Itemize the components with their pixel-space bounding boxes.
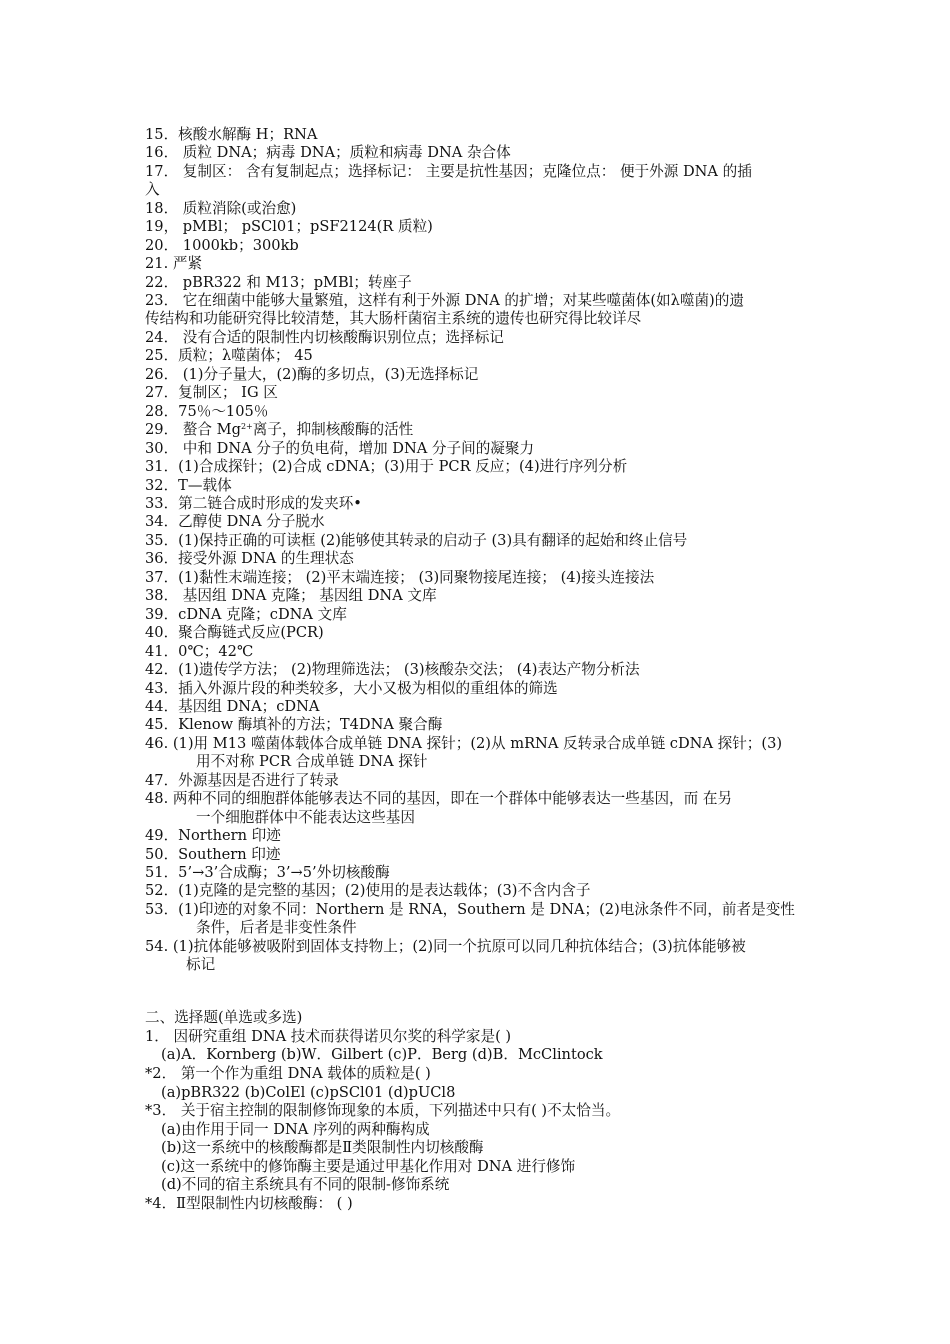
answer-item — [145, 421, 413, 439]
answer-item — [145, 772, 339, 790]
answer-text: (1)遗传学方法； (2)物理筛选法； (3)核酸杂交法； (4)表达产物分析法 — [178, 661, 640, 678]
answer-number: 22． — [145, 274, 179, 291]
answer-text: pMBl； pSCl01；pSF2124(R 质粒) — [178, 218, 433, 235]
question-3-option-a: (a)由作用于同一 DNA 序列的两种酶构成 — [161, 1121, 430, 1138]
answer-text: 插入外源片段的种类较多，大小又极为相似的重组体的筛选 — [178, 680, 558, 697]
answer-number: 45． — [145, 716, 179, 733]
answer-text: 中和 DNA 分子的负电荷，增加 DNA 分子间的凝聚力 — [178, 440, 535, 457]
answer-item — [145, 606, 347, 624]
answer-number: 49． — [145, 827, 179, 844]
answer-number: 19， — [145, 218, 179, 235]
answer-text: (1)克隆的是完整的基因；(2)使用的是表达载体；(3)不含内含子 — [178, 882, 591, 899]
answer-text: 两种不同的细胞群体能够表达不同的基因，即在一个群体中能够表达一些基因，而 在另 — [168, 790, 733, 807]
answer-item — [145, 569, 654, 587]
answer-number: 52． — [145, 882, 179, 899]
question-4: *4．Ⅱ型限制性内切核酸酶： ( ) — [145, 1195, 353, 1212]
answer-text: 75％～105％ — [178, 403, 269, 420]
answer-number: 29． — [145, 421, 179, 438]
answer-text: 质粒 DNA；病毒 DNA；质粒和病毒 DNA 杂合体 — [178, 144, 511, 161]
answer-text: T—载体 — [178, 477, 232, 494]
answer-number: 23． — [145, 292, 179, 309]
answer-item — [145, 716, 442, 734]
answer-text: 复制区； IG 区 — [178, 384, 278, 401]
answer-text: 严紧 — [168, 255, 203, 272]
answer-item — [145, 458, 627, 476]
answer-text: 聚合酶链式反应(PCR) — [178, 624, 324, 641]
answer-item — [145, 513, 325, 531]
question-3-option-b: (b)这一系统中的核酸酶都是Ⅱ类限制性内切核酸酶 — [161, 1139, 484, 1156]
answer-text-after: 离子，抑制核酸酶的活性 — [252, 421, 414, 438]
answer-number: 37． — [145, 569, 179, 586]
answer-item — [145, 200, 296, 218]
answer-text: 没有合适的限制性内切核酸酶识别位点；选择标记 — [178, 329, 504, 346]
answer-item — [145, 661, 640, 679]
answer-text: (1)分子量大，(2)酶的多切点，(3)无选择标记 — [178, 366, 479, 383]
answer-text: 基因组 DNA 克隆； 基因组 DNA 文库 — [178, 587, 437, 604]
answer-text: Southern 印迹 — [178, 846, 281, 863]
answer-text: (1)黏性末端连接； (2)平末端连接； (3)同聚物接尾连接； (4)接头连接法 — [178, 569, 655, 586]
answer-item — [145, 827, 281, 845]
answer-number: 17． — [145, 163, 179, 180]
answer-text: 接受外源 DNA 的生理状态 — [178, 550, 354, 567]
answer-continuation: 用不对称 PCR 合成单链 DNA 探针 — [196, 753, 428, 770]
answer-text: 质粒消除(或治愈) — [178, 200, 297, 217]
answer-text: 它在细菌中能够大量繁殖，这样有利于外源 DNA 的扩增；对某些噬菌体(如λ噬菌)的遗 — [178, 292, 744, 309]
answer-item — [145, 347, 313, 365]
answer-number: 51． — [145, 864, 179, 881]
answer-item — [145, 624, 324, 642]
answer-text: 5’→3’合成酶；3’→5’外切核酸酶 — [178, 864, 390, 881]
question-1-options: (a)A．Kornberg (b)W．Gilbert (c)P．Berg (d)B．McClintock — [161, 1046, 603, 1063]
answer-number: 50． — [145, 846, 179, 863]
answer-number: 44． — [145, 698, 179, 715]
answer-item — [145, 163, 752, 181]
question-1: 1． 因研究重组 DNA 技术而获得诺贝尔奖的科学家是( ) — [145, 1028, 512, 1045]
answer-text: (1)印迹的对象不同：Northern 是 RNA，Southern 是 DNA；(2)电泳条件不同，前者是变性 — [178, 901, 795, 918]
answer-number: 53． — [145, 901, 179, 918]
answer-text: cDNA 克隆；cDNA 文库 — [178, 606, 347, 623]
answer-text: Northern 印迹 — [178, 827, 281, 844]
answer-item — [145, 882, 590, 900]
answer-number: 33． — [145, 495, 179, 512]
answer-number: 21. — [145, 255, 169, 272]
answer-number: 39． — [145, 606, 179, 623]
question-2: *2． 第一个作为重组 DNA 载体的质粒是( ) — [145, 1065, 431, 1082]
answer-text: 外源基因是否进行了转录 — [178, 772, 339, 789]
answer-text: (1)合成探针；(2)合成 cDNA；(3)用于 PCR 反应；(4)进行序列分析 — [178, 458, 628, 475]
answer-number: 46. — [145, 735, 169, 752]
answer-continuation: 一个细胞群体中不能表达这些基因 — [196, 809, 415, 826]
answer-item — [145, 698, 319, 716]
answer-item — [145, 329, 504, 347]
answer-text: (1)用 M13 噬菌体载体合成单链 DNA 探针；(2)从 mRNA 反转录合成单链 cDNA 探针；(3) — [168, 735, 783, 752]
answer-item — [145, 237, 299, 255]
answer-item — [145, 477, 232, 495]
answer-number: 36． — [145, 550, 179, 567]
answer-number: 32． — [145, 477, 179, 494]
answer-item — [145, 550, 354, 568]
answer-item — [145, 292, 744, 310]
answer-item — [145, 587, 437, 605]
answer-continuation: 条件，后者是非变性条件 — [196, 919, 357, 936]
answer-text: 1000kb；300kb — [178, 237, 299, 254]
answer-text: 螯合 Mg — [178, 421, 241, 438]
answer-item — [145, 680, 558, 698]
superscript: 2+ — [240, 422, 253, 431]
answer-item — [145, 440, 534, 458]
question-3-option-d: (d)不同的宿主系统具有不同的限制-修饰系统 — [161, 1176, 450, 1193]
answer-text: 0℃；42℃ — [178, 643, 254, 660]
question-3: *3． 关于宿主控制的限制修饰现象的本质，下列描述中只有( )不太恰当。 — [145, 1102, 621, 1119]
answer-item — [145, 790, 732, 808]
section-heading: 二、选择题(单选或多选) — [145, 1009, 303, 1026]
answer-number: 25． — [145, 347, 179, 364]
answer-number: 18． — [145, 200, 179, 217]
answer-number: 35． — [145, 532, 179, 549]
answer-item — [145, 366, 478, 384]
answer-item — [145, 126, 317, 144]
answer-number: 30． — [145, 440, 179, 457]
answer-item — [145, 274, 412, 292]
answer-text: 核酸水解酶 H；RNA — [178, 126, 318, 143]
answer-item — [145, 532, 687, 550]
answer-number: 28． — [145, 403, 179, 420]
answer-item — [145, 495, 362, 513]
answer-text: pBR322 和 M13；pMBl；转座子 — [178, 274, 412, 291]
answer-item — [145, 255, 202, 273]
answer-number: 20． — [145, 237, 179, 254]
answer-item — [145, 403, 268, 421]
answer-number: 31． — [145, 458, 179, 475]
answer-number: 38． — [145, 587, 179, 604]
answer-item — [145, 384, 278, 402]
answer-text: 质粒；λ噬菌体； 45 — [178, 347, 313, 364]
answer-number: 43． — [145, 680, 179, 697]
answer-number: 54. — [145, 938, 169, 955]
answer-number: 41． — [145, 643, 179, 660]
answer-number: 34． — [145, 513, 179, 530]
answer-number: 42． — [145, 661, 179, 678]
answer-item — [145, 864, 390, 882]
answer-item — [145, 735, 782, 753]
answer-text: 复制区： 含有复制起点；选择标记： 主要是抗性基因；克隆位点： 便于外源 DNA 的插 — [178, 163, 752, 180]
answer-number: 26． — [145, 366, 179, 383]
answer-text: 乙醇使 DNA 分子脱水 — [178, 513, 325, 530]
answer-text: 基因组 DNA；cDNA — [178, 698, 320, 715]
answer-continuation: 标记 — [186, 956, 216, 973]
answer-item — [145, 938, 746, 956]
answer-item — [145, 218, 433, 236]
answer-continuation: 传结构和功能研究得比较清楚，其大肠杆菌宿主系统的遗传也研究得比较详尽 — [145, 310, 642, 327]
answer-item — [145, 901, 795, 919]
answer-continuation: 入 — [145, 181, 160, 198]
answer-number: 24． — [145, 329, 179, 346]
answer-number: 15． — [145, 126, 179, 143]
question-2-options: (a)pBR322 (b)ColEl (c)pSCl01 (d)pUCl8 — [161, 1084, 456, 1101]
answer-text: (1)抗体能够被吸附到固体支持物上；(2)同一个抗原可以同几种抗体结合；(3)抗体能够被 — [168, 938, 746, 955]
answer-text: 第二链合成时形成的发夹环• — [178, 495, 362, 512]
answer-number: 27． — [145, 384, 179, 401]
answer-number: 16． — [145, 144, 179, 161]
answer-item — [145, 846, 280, 864]
answer-number: 47． — [145, 772, 179, 789]
answer-item — [145, 144, 511, 162]
answer-item — [145, 643, 253, 661]
answer-text: (1)保持正确的可读框 (2)能够使其转录的启动子 (3)具有翻译的起始和终止信号 — [178, 532, 688, 549]
answer-text: Klenow 酶填补的方法；T4DNA 聚合酶 — [178, 716, 443, 733]
answer-number: 48. — [145, 790, 169, 807]
question-3-option-c: (c)这一系统中的修饰酶主要是通过甲基化作用对 DNA 进行修饰 — [161, 1158, 576, 1175]
answer-number: 40． — [145, 624, 179, 641]
